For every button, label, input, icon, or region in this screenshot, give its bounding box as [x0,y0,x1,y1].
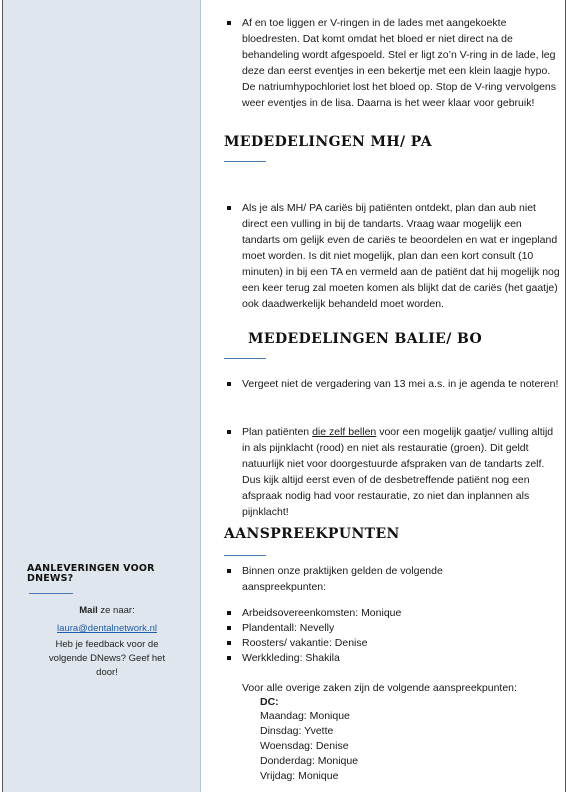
sidebar-email-line [27,622,187,636]
plan-text-pre: Plan patiënten [242,426,313,438]
page-border-right [565,0,566,792]
list-item [224,651,542,666]
list-item [224,606,542,621]
bullet-icon [227,626,231,630]
bullet-icon [227,656,231,660]
heading-rule [224,161,266,162]
plan-text-post: voor een mogelijk gaatje/ vulling altijd in als pijnklacht (rood) en niet als restauratie (groen). Dit geldt natuurlijk niet voor doorgestuurde afspraken van de tandarts zelf. Dus kijk altijd eerst even of de desbetreffende patiënt nog een afspraak nodig had voor restauratie, zo niet dan inplannen als pijnklacht! [242,426,554,518]
heading-rule [224,555,266,556]
bullet-icon [227,611,231,615]
mail-label-rest: ze naar: [97,605,135,616]
list-item [224,563,502,595]
bullet-icon [227,430,231,434]
email-link[interactable]: laura@dentalnetwork.nl [57,623,157,634]
contact-item: Werkkleding: Shakila [242,652,340,664]
weekday-item: Donderdag: Monique [260,755,359,767]
list-item [224,621,542,636]
other-contacts-intro: Voor alle overige zaken zijn de volgende aanspreekpunten: [242,682,517,694]
sidebar-feedback: Heb je feedback voor de volgende DNews? Geef het door! [48,639,166,678]
sidebar [3,0,201,792]
contact-list [224,606,542,666]
vring-text: Af en toe liggen er V-ringen in de lades met aangekoekte bloedresten. Dat komt omdat het bloed er niet direct na de behandeling wordt afgespoeld. Stel er ligt zo’n V-ring in de lade, leg deze dan eerst eventjes in een bekertje met een klein laagje hypo. De natriumhypochloriet lost het bloed op. Stop de V-ring vervolgens weer eventjes in de lisa. Daarna is het weer klaar voor gebruik! [242,17,557,109]
list-item [224,424,560,520]
sidebar-mail-line [27,604,187,618]
sidebar-title: AANLEVERINGEN VOOR DNEWS? [27,563,155,584]
weekday-item: Maandag: Monique [260,710,350,722]
contact-item: Arbeidsovereenkomsten: Monique [242,607,402,619]
heading-mh-pa: MEDEDELINGEN MH/ PA [224,134,432,150]
bullet-icon [227,569,231,573]
bullet-icon [227,21,231,25]
contact-intro: Binnen onze praktijken gelden de volgende aanspreekpunten: [242,565,443,593]
mhpa-text: Als je als MH/ PA cariës bij patiënten ontdekt, plan dan aub niet direct een vulling in bij de tandarts. Vraag waar mogelijk een tandarts om gelijk even de cariës te beoordelen en wat er ingepland moet worden. Is dit niet mogelijk, plan dan een kort consult (10 minuten) in bij een TA en vermeld aan de patiënt dat hij mogelijk nog een keer terug zal moeten komen als blijkt dat de cariës (het gaatje) ook daadwerkelijk behandeld moet worden. [242,202,560,310]
list-item [224,15,560,111]
location-label: DC: [260,696,279,708]
sidebar-title-rule [29,593,73,594]
heading-rule [224,358,266,359]
heading-balie-bo: MEDEDELINGEN BALIE/ BO [248,331,483,347]
mail-label: Mail [79,605,98,616]
list-item [224,200,560,312]
bullet-icon [227,641,231,645]
heading-aanspreekpunten: AANSPREEKPUNTEN [224,526,400,542]
contact-item: Plandentall: Nevelly [242,622,335,634]
bullet-icon [227,206,231,210]
weekday-list [260,709,520,784]
sidebar-box [27,564,187,680]
plan-text-underlined: die zelf bellen [312,426,377,438]
contact-item: Roosters/ vakantie: Denise [242,637,368,649]
list-item [224,636,542,651]
weekday-item: Vrijdag: Monique [260,770,339,782]
meeting-text: Vergeet niet de vergadering van 13 mei a.s. in je agenda te noteren! [242,378,559,390]
list-item [224,376,560,392]
weekday-item: Woensdag: Denise [260,740,349,752]
bullet-icon [227,382,231,386]
weekday-item: Dinsdag: Yvette [260,725,334,737]
